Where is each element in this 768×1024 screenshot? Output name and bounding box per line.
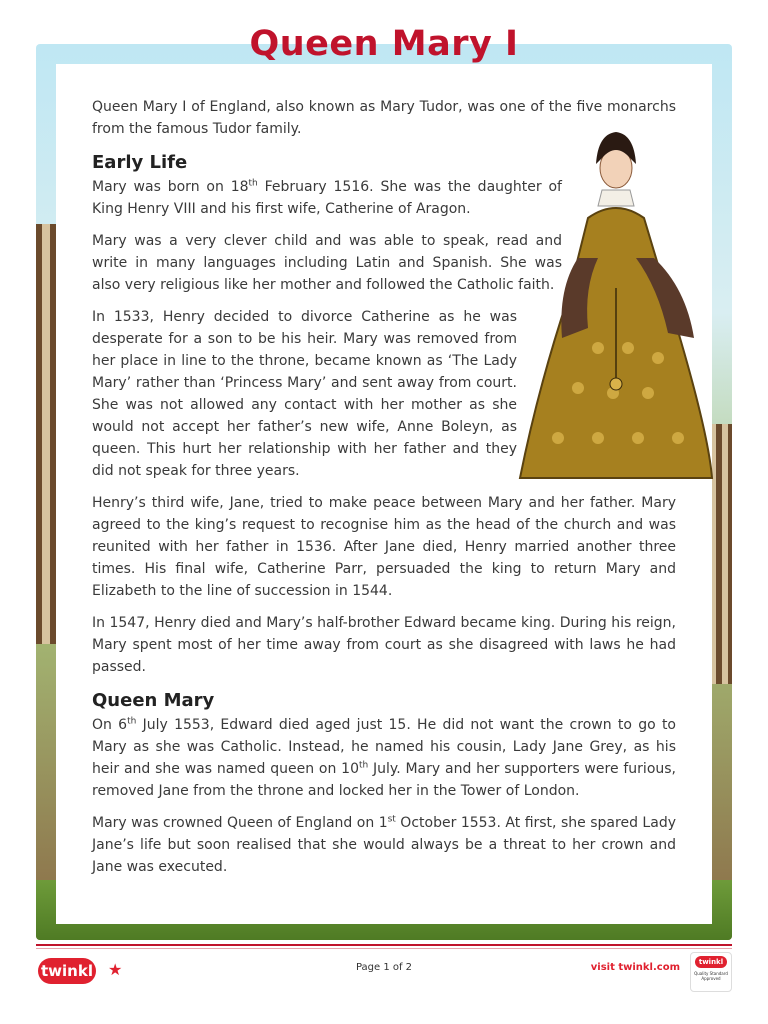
heading-queen-mary: Queen Mary bbox=[92, 690, 215, 711]
queen-mary-paragraph-2: Mary was crowned Queen of England on 1st October 1553. At first, she spared Lady Jane’s life but soon realised that she would always be a threat to her crown and Jane was executed. bbox=[92, 814, 676, 875]
star-icon: ★ bbox=[108, 960, 123, 979]
queen-mary-paragraph-1: On 6th July 1553, Edward died aged just 15. He did not want the crown to go to Mary as she was Catholic. Instead, he named his cousin, Lady Jane Grey, as his heir and she was named queen on 10th July. Mary and her supporters were furious, removed Jane from the throne and locked her in the Tower of London. bbox=[92, 716, 677, 799]
twinkl-logo[interactable]: twinkl bbox=[38, 958, 96, 984]
footer-divider-thin bbox=[36, 948, 732, 949]
early-life-paragraph-2: Mary was a very clever child and was able to speak, read and write in many languages including Latin and Spanish. She was also very religious like her mother and followed the Catholic faith. bbox=[92, 233, 562, 293]
early-life-paragraph-3: In 1533, Henry decided to divorce Catherine as he was desperate for a son to be his heir. Mary was removed from her place in line to the throne, became known as ‘The Lady Mary’ rather than ‘Princess Mary’ and sent away from court. She was not allowed any contact with her mother as she would not accept her father’s new wife, Anne Boleyn, as queen. This hurt her relationship with her father and they did not speak for three years. bbox=[92, 309, 517, 479]
quality-badge bbox=[690, 952, 732, 992]
page-title: Queen Mary I bbox=[249, 24, 519, 64]
badge-logo: twinkl bbox=[695, 956, 727, 968]
footer-divider bbox=[36, 944, 732, 946]
badge-text: Quality Standard Approved bbox=[694, 971, 728, 981]
heading-early-life: Early Life bbox=[92, 152, 188, 173]
intro-paragraph: Queen Mary I of England, also known as Mary Tudor, was one of the five monarchs from the famous Tudor family. bbox=[92, 99, 676, 137]
early-life-paragraph-5: In 1547, Henry died and Mary’s half-brother Edward became king. During his reign, Mary spent most of her time away from court as she disagreed with laws he had passed. bbox=[92, 615, 676, 675]
visit-link[interactable]: visit twinkl.com bbox=[590, 962, 680, 973]
early-life-paragraph-1: Mary was born on 18th February 1516. She was the daughter of King Henry VIII and his first wife, Catherine of Aragon. bbox=[92, 178, 562, 217]
queen-mary-portrait bbox=[518, 128, 714, 480]
early-life-paragraph-4: Henry’s third wife, Jane, tried to make peace between Mary and her father. Mary agreed to the king’s request to recognise him as the head of the church and was reunited with her father in 1536. After Jane died, Henry married another three times. His final wife, Catherine Parr, persuaded the king to return Mary and Elizabeth to the line of succession in 1544. bbox=[92, 495, 676, 599]
page-number: Page 1 of 2 bbox=[355, 962, 413, 973]
